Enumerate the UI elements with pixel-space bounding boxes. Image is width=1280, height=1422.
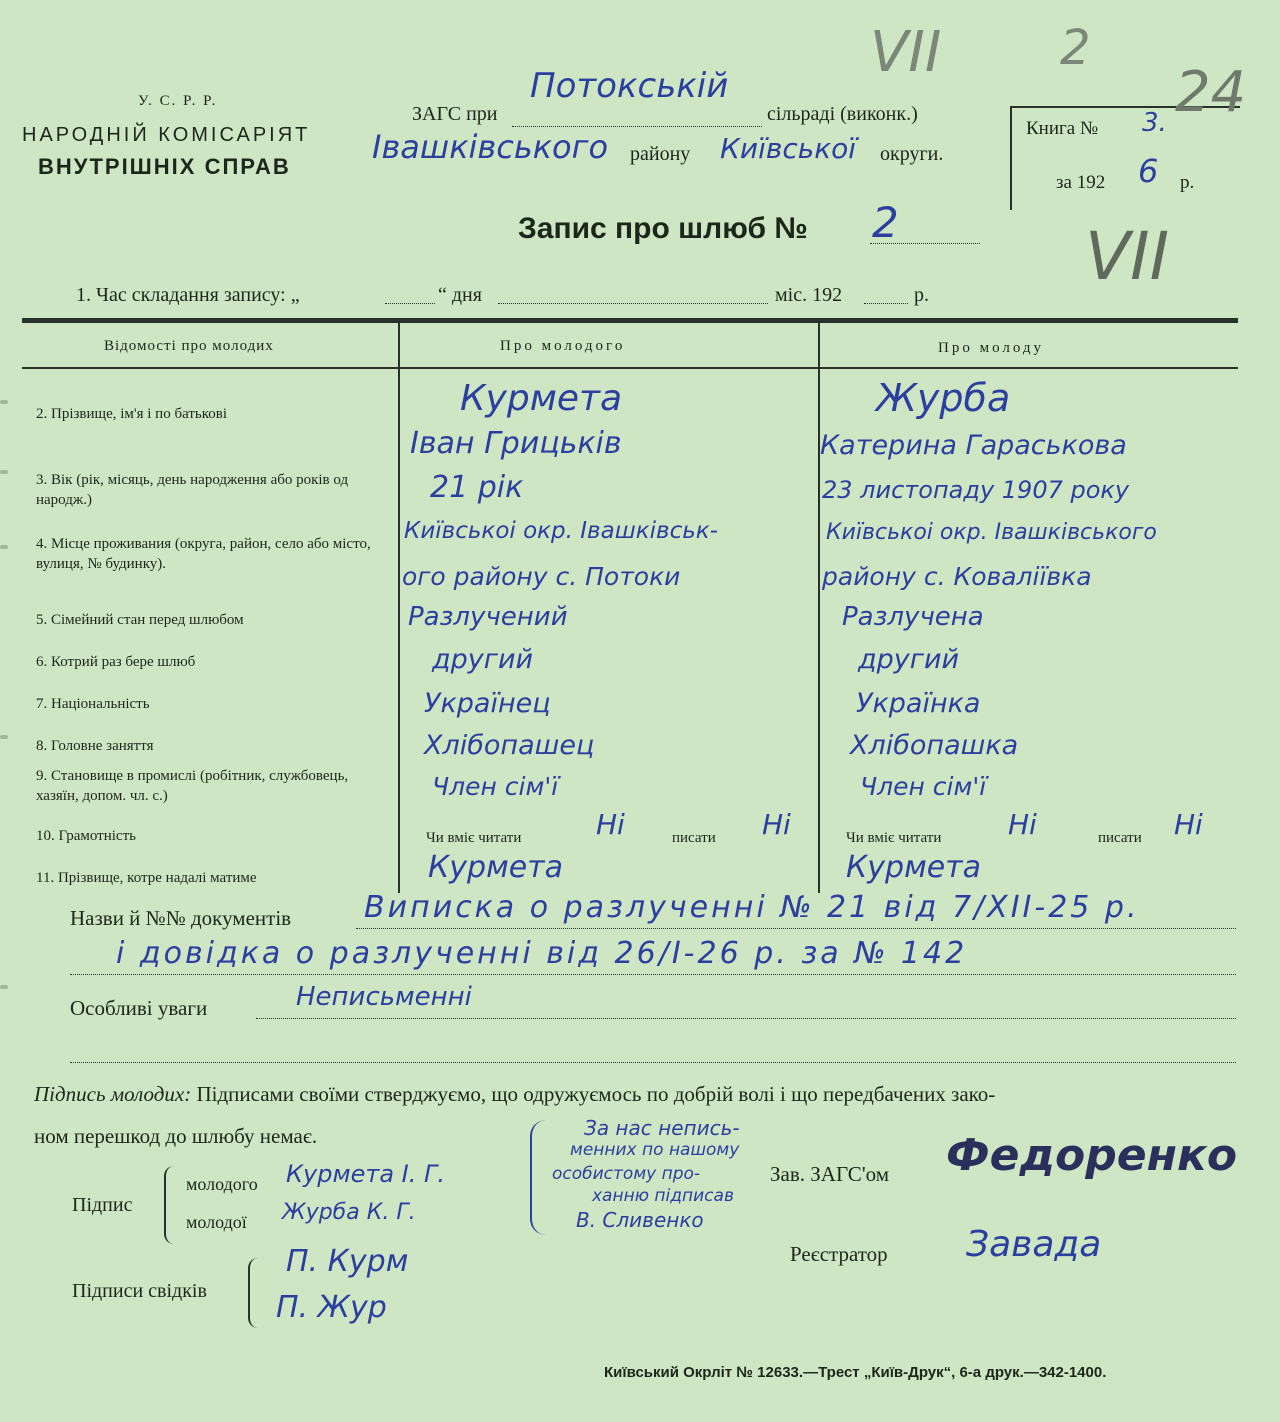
notes-value: Неписьменні — [296, 982, 472, 1012]
table-col-divider-2 — [818, 323, 820, 893]
documents-line-2: і довідка о разлученні від 26/I-26 р. за № 142 — [116, 936, 968, 971]
row-label-residence-text: 4. Місце проживания (округа, район, село або місто, вулиця, № будинку). — [36, 536, 371, 572]
groom-status: Член сім'ї — [432, 772, 559, 801]
zags-prefix: ЗАГС при — [412, 103, 498, 125]
signature-label: Підпис — [72, 1194, 133, 1216]
bride-literacy-write-label: писати — [1098, 830, 1142, 846]
year-suffix: р. — [1180, 172, 1195, 193]
table-header-groom: Про молодого — [500, 338, 626, 354]
row-label-status-text: 9. Становище в промислі (робітник, службовець, хазяїн, допом. чл. с.) — [36, 768, 349, 804]
record-time-year-suffix: р. — [914, 284, 929, 306]
row-label-name: 2. Прізвище, ім'я і по батькові — [36, 406, 228, 422]
bride-signature-label: молодої — [186, 1212, 247, 1232]
declaration-line-1 — [34, 1082, 995, 1107]
head-signature: Федоренко — [946, 1130, 1238, 1181]
record-time-month-label: міс. 192 — [775, 284, 843, 306]
book-label: Книга № — [1026, 118, 1099, 139]
archive-mark-3: 24 — [1175, 60, 1247, 125]
bride-signature: Журба К. Г. — [282, 1200, 416, 1225]
groom-future-surname: Курмета — [428, 850, 564, 885]
record-number-line — [870, 243, 980, 244]
village-council-suffix: сільраді (виконк.) — [767, 103, 918, 125]
signature-brace — [164, 1166, 180, 1244]
district-handwritten: Івашківського — [372, 128, 609, 166]
groom-marital-status: Разлучений — [408, 602, 568, 632]
witness-signature-1: П. Курм — [286, 1244, 409, 1279]
notes-rule-1 — [256, 1018, 1236, 1019]
bride-literacy-read: Ні — [1008, 808, 1037, 841]
groom-literacy-read: Ні — [596, 808, 625, 841]
documents-line-1-rule — [356, 928, 1236, 929]
proxy-note-5: В. Сливенко — [576, 1208, 704, 1232]
table-col-divider-1 — [398, 323, 400, 893]
record-time-year-line — [864, 303, 908, 304]
declaration-text-2: ном перешкод до шлюбу немає. — [34, 1124, 318, 1148]
registrar-signature: Завада — [966, 1224, 1102, 1265]
commissariat-name: НАРОДНІЙ КОМІСАРІЯТ — [22, 124, 311, 146]
groom-nationality: Українец — [424, 688, 551, 719]
state-name: У. С. Р. Р. — [138, 93, 218, 109]
registrar-label: Реєстратор — [790, 1242, 888, 1266]
bride-status: Член сім'ї — [860, 772, 987, 801]
bride-literacy-write: Ні — [1174, 808, 1203, 841]
row-label-residence — [36, 534, 391, 574]
groom-occupation: Хлібопашец — [424, 730, 595, 761]
table-header-info: Відомості про молодих — [104, 338, 274, 354]
book-number-handwritten: 3. — [1142, 108, 1167, 138]
archive-mark-1: VII — [870, 20, 942, 85]
groom-surname: Курмета — [460, 378, 623, 419]
okrug-handwritten: Київської — [720, 132, 857, 165]
notes-label: Особливі уваги — [70, 996, 208, 1020]
row-label-literacy: 10. Грамотність — [36, 828, 136, 844]
archive-mark-4: VII — [1085, 218, 1170, 295]
documents-label: Назви й №№ документів — [70, 906, 292, 930]
bride-nationality: Українка — [856, 688, 981, 719]
witness-signature-2: П. Жур — [276, 1290, 387, 1325]
archive-mark-2: 2 — [1060, 20, 1091, 76]
declaration-lead: Підпись молодих: — [34, 1082, 192, 1106]
groom-literacy-read-label: Чи вміє читати — [426, 830, 522, 846]
documents-line-2-rule — [70, 974, 1236, 975]
groom-signature: Курмета І. Г. — [286, 1160, 445, 1188]
groom-residence-1: Київськоі окр. Івашківськ- — [404, 518, 718, 544]
row-label-occupation: 8. Головне заняття — [36, 738, 154, 754]
proxy-note-2: менних по нашому — [570, 1140, 740, 1160]
village-council-line — [512, 126, 762, 127]
proxy-note-3: особистому про- — [552, 1164, 701, 1184]
head-label: Зав. ЗАГС'ом — [770, 1162, 889, 1186]
proxy-note-4: ханню підписав — [592, 1186, 734, 1206]
groom-residence-2: ого району с. Потоки — [402, 562, 681, 591]
okrug-label: округи. — [880, 143, 944, 165]
proxy-signature-bracket — [530, 1120, 550, 1235]
bride-occupation: Хлібопашка — [850, 730, 1019, 761]
bride-residence-2: району с. Коваліївка — [822, 562, 1092, 591]
table-top-rule — [22, 318, 1238, 323]
record-time-day-label: “ дня — [438, 284, 482, 306]
notes-rule-2 — [70, 1062, 1236, 1063]
village-council-handwritten: Потокській — [530, 66, 729, 106]
ministry-name: ВНУТРІШНІХ СПРАВ — [38, 154, 291, 179]
bride-surname: Журба — [876, 376, 1011, 420]
witnesses-brace — [248, 1258, 262, 1328]
declaration-text-1: Підписами своїми стверджуємо, що одружуємось по добрій волі і що передбачених зако- — [196, 1082, 996, 1106]
table-header-rule — [22, 367, 1238, 369]
row-label-age-text: 3. Вік (рік, місяць, день народження або років од народж.) — [36, 472, 349, 508]
row-label-nationality: 7. Національність — [36, 696, 150, 712]
bride-future-surname: Курмета — [846, 850, 982, 885]
bride-marital-status: Разлучена — [842, 602, 984, 632]
documents-line-1: Виписка о разлученні № 21 від 7/XII-25 р. — [364, 890, 1140, 925]
printer-imprint: Київський Окрліт № 12633.—Трест „Київ-Друк“, 6-а друк.—342-1400. — [604, 1364, 1107, 1381]
bride-given-names: Катерина Гараськова — [820, 430, 1127, 461]
row-label-status — [36, 766, 391, 806]
groom-marriage-count: другий — [432, 644, 534, 675]
proxy-note-1: За нас непись- — [584, 1116, 740, 1140]
row-label-age — [36, 470, 391, 510]
witnesses-label: Підписи свідків — [72, 1280, 207, 1302]
year-label: за 192 — [1056, 172, 1106, 193]
record-time-day-line — [385, 303, 435, 304]
bride-residence-1: Київськоі окр. Івашківського — [826, 520, 1157, 545]
bride-literacy-read-label: Чи вміє читати — [846, 830, 942, 846]
record-time-month-line — [498, 303, 768, 304]
row-label-marital: 5. Сімейний стан перед шлюбом — [36, 612, 244, 628]
groom-signature-label: молодого — [186, 1174, 258, 1194]
row-label-marriage-count: 6. Котрий раз бере шлюб — [36, 654, 196, 670]
bride-birth-date: 23 листопаду 1907 року — [822, 476, 1130, 504]
bride-marriage-count: другий — [858, 644, 960, 675]
record-number-handwritten: 2 — [872, 198, 899, 247]
row-label-future-surname: 11. Прізвище, котре надалі матиме — [36, 870, 257, 886]
groom-literacy-write: Ні — [762, 808, 791, 841]
record-title: Запис про шлюб № — [518, 212, 808, 245]
record-time-label: 1. Час складання запису: „ — [76, 284, 300, 306]
groom-literacy-write-label: писати — [672, 830, 716, 846]
district-label: району — [630, 143, 691, 165]
groom-age: 21 рік — [430, 470, 524, 505]
groom-given-names: Іван Грицьків — [410, 426, 622, 461]
year-handwritten: 6 — [1138, 152, 1159, 190]
table-header-bride: Про молоду — [938, 340, 1045, 356]
